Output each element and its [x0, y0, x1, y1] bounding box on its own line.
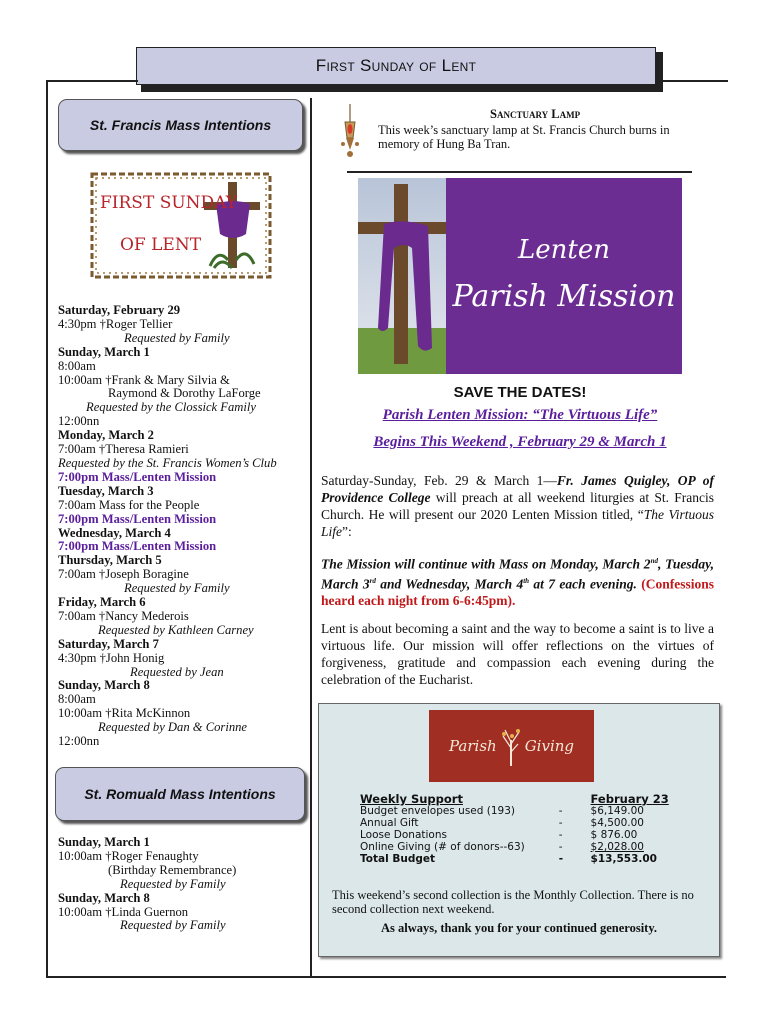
romuald-section-heading: St. Romuald Mass Intentions	[55, 767, 305, 821]
frame-line-top-right	[658, 80, 728, 82]
mission-paragraph-1	[321, 472, 714, 540]
budget-row	[360, 841, 680, 853]
francis-intention-row: 7:00am Mass for the People	[58, 497, 200, 512]
francis-intention-row: Monday, March 2	[58, 428, 154, 443]
budget-dash: -	[558, 817, 563, 829]
budget-dash: -	[558, 853, 564, 865]
francis-intention-row: Tuesday, March 3	[58, 483, 154, 498]
francis-intention-row: 7:00am †Theresa Ramieri	[58, 442, 189, 457]
tree-icon	[500, 726, 522, 766]
p2-sup-2: rd	[369, 576, 376, 585]
section-divider	[347, 171, 692, 173]
budget-dash: -	[558, 841, 563, 853]
mission-image-line2: Parish Mission	[452, 279, 676, 314]
romuald-intention-row: Requested by Family	[120, 876, 226, 891]
budget-label: Budget envelopes used (193)	[360, 805, 515, 817]
budget-dash: -	[558, 805, 563, 817]
sanctuary-lamp-icon	[339, 104, 361, 162]
romuald-intention-row: 10:00am †Roger Fenaughty	[58, 848, 199, 863]
budget-col-date: February 23	[590, 792, 669, 806]
budget-label: Online Giving (# of donors--63)	[360, 841, 525, 853]
francis-intention-row: Requested by Family	[124, 581, 230, 596]
francis-intention-row: 7:00am †Nancy Mederois	[58, 608, 189, 623]
mission-paragraph-3: Lent is about becoming a saint and the way to become a saint is to live a virtuous life. Our mission will offer reflections on the virtues of forgiveness, gratitude and compassion each evening during the celebration of the Eucharist.	[321, 621, 714, 687]
francis-section-heading: St. Francis Mass Intentions	[58, 99, 303, 151]
confessions-note: (Confessions heard each night from 6-6:45pm).	[321, 576, 714, 608]
p2-text-b: , Tuesday, March 3	[321, 556, 714, 591]
budget-value: $6,149.00	[590, 805, 644, 817]
francis-intention-row: Requested by Kathleen Carney	[98, 622, 254, 637]
budget-rows	[360, 805, 680, 865]
francis-intentions-list	[58, 304, 308, 749]
francis-intention-row: Friday, March 6	[58, 595, 146, 610]
romuald-intention-row: (Birthday Remembrance)	[108, 862, 237, 877]
budget-label: Total Budget	[360, 853, 435, 865]
budget-row	[360, 829, 680, 841]
budget-value: $13,553.00	[590, 853, 657, 865]
budget-row	[360, 805, 680, 817]
romuald-intentions-list	[58, 836, 308, 933]
budget-header-row	[360, 793, 680, 805]
budget-value: $ 876.00	[590, 829, 638, 841]
budget-value: $4,500.00	[590, 817, 644, 829]
francis-intention-row: 12:00nn	[58, 734, 100, 749]
francis-intention-row: Requested by the Clossick Family	[86, 400, 256, 415]
collection-note: This weekend’s second collection is the Monthly Collection. There is no second collection next weekend.	[332, 888, 694, 916]
francis-intention-row: 7:00am †Joseph Boragine	[58, 567, 189, 582]
budget-table	[360, 793, 680, 865]
p2-text-a: The Mission will continue with Mass on Monday, March 2	[321, 556, 651, 572]
p2-text-c: and Wednesday, March 4	[375, 576, 524, 591]
giving-logo-right: Giving	[524, 737, 575, 755]
francis-intention-row: 10:00am †Rita McKinnon	[58, 706, 191, 721]
lent-clipart-line1: FIRST SUNDAY	[100, 193, 237, 213]
budget-label: Loose Donations	[360, 829, 447, 841]
budget-row	[360, 853, 680, 865]
budget-dash: -	[558, 829, 563, 841]
sanctuary-lamp-text: This week’s sanctuary lamp at St. Francis Church burns in memory of Hung Ba Tran.	[378, 123, 670, 151]
mission-paragraph-2	[321, 553, 714, 609]
francis-intention-row: Sunday, March 1	[58, 344, 150, 359]
francis-intention-row: 10:00am †Frank & Mary Silvia &	[58, 372, 230, 387]
page-title: First Sunday of Lent	[136, 47, 656, 85]
francis-intention-row: Saturday, March 7	[58, 636, 159, 651]
lenten-mission-image	[358, 178, 682, 374]
column-divider	[310, 98, 312, 978]
save-the-dates-heading: SAVE THE DATES!	[453, 384, 587, 401]
francis-intention-row: 4:30pm †John Honig	[58, 650, 165, 665]
p1-text-c: will preach at all weekend liturgies at St. Francis Church. He will present our 2020 Lenten Mission titled, “	[321, 490, 714, 522]
mission-title: Parish Lenten Mission: “The Virtuous Life”	[382, 407, 658, 423]
parish-giving-logo	[429, 710, 594, 782]
p1-mission-name: The Virtuous Life	[321, 507, 714, 539]
francis-intention-row: Sunday, March 8	[58, 678, 150, 693]
francis-intention-row: 8:00am	[58, 358, 96, 373]
p1-preacher: Fr. James Quigley, OP of Providence College	[321, 473, 714, 505]
francis-intention-row: 12:00nn	[58, 414, 100, 429]
giving-logo-left: Parish	[448, 737, 497, 755]
francis-intention-row: Requested by the St. Francis Women’s Club	[58, 455, 277, 470]
francis-intention-row: Requested by Family	[124, 330, 230, 345]
lent-clipart-line2: OF LENT	[120, 235, 202, 255]
p2-text-d: at 7 each evening.	[529, 576, 637, 591]
frame-line-bottom	[46, 976, 726, 978]
francis-intention-row: 8:00am	[58, 692, 96, 707]
francis-intention-row: 7:00pm Mass/Lenten Mission	[58, 539, 217, 554]
romuald-intention-row: Requested by Family	[120, 918, 226, 933]
lent-clipart-image	[86, 168, 276, 283]
budget-label: Annual Gift	[360, 817, 419, 829]
romuald-intention-row: 10:00am †Linda Guernon	[58, 904, 189, 919]
p1-text-a: Saturday-Sunday, Feb. 29 & March 1—	[321, 473, 557, 488]
francis-intention-row: Wednesday, March 4	[58, 525, 171, 540]
francis-intention-row: Saturday, February 29	[58, 303, 181, 317]
p2-sup-1: nd	[650, 557, 658, 565]
francis-intention-row: Requested by Jean	[130, 664, 224, 679]
francis-intention-row: Raymond & Dorothy LaForge	[108, 386, 261, 401]
sanctuary-lamp-title: Sanctuary Lamp	[490, 107, 581, 121]
budget-col-label: Weekly Support	[360, 792, 463, 806]
romuald-intention-row: Sunday, March 8	[58, 890, 150, 905]
francis-intention-row: Requested by Dan & Corinne	[98, 720, 247, 735]
frame-line-top-left	[46, 80, 138, 82]
francis-intention-row: 4:30pm †Roger Tellier	[58, 316, 173, 331]
francis-intention-row: 7:00pm Mass/Lenten Mission	[58, 511, 217, 526]
budget-row	[360, 817, 680, 829]
thank-you-line: As always, thank you for your continued generosity.	[380, 921, 658, 935]
francis-intention-row: 7:00pm Mass/Lenten Mission	[58, 469, 217, 484]
p2-sup-3: th	[523, 576, 530, 585]
francis-intention-row: Thursday, March 5	[58, 553, 162, 568]
frame-line-left	[46, 80, 48, 978]
mission-begins-line: Begins This Weekend , February 29 & March 1	[373, 434, 667, 450]
budget-value: $2,028.00	[590, 841, 644, 853]
romuald-intention-row: Sunday, March 1	[58, 835, 150, 849]
mission-image-line1: Lenten	[518, 235, 610, 265]
p1-text-e: ”:	[342, 524, 352, 539]
